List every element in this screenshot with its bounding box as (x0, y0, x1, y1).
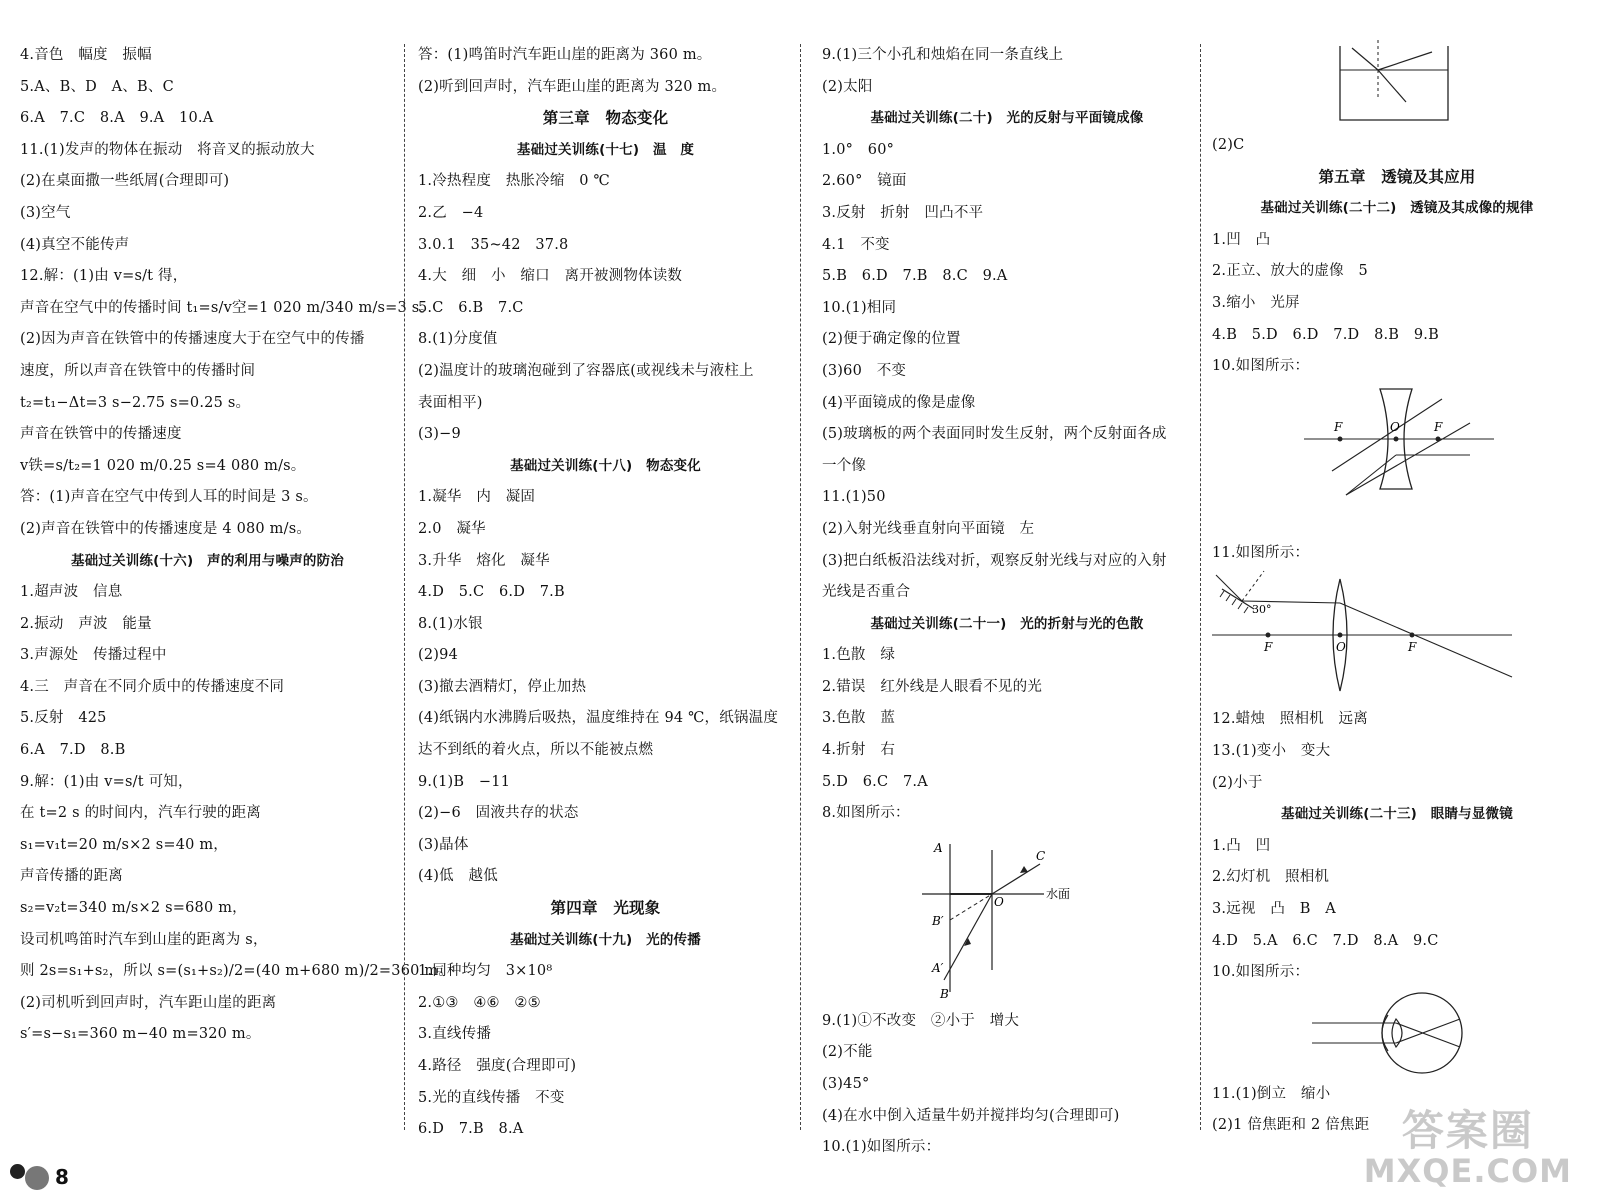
label-f-left: F (1264, 640, 1273, 655)
section-heading: 基础过关训练(二十三) 眼睛与显微镜 (1281, 806, 1513, 823)
text-line: 10.(1)如图所示： (822, 1139, 941, 1156)
concave-lens-diagram (1212, 383, 1582, 538)
label-water-surface: 水面 (1046, 886, 1071, 901)
text-line: 3.远视 凸 B A (1212, 900, 1336, 917)
label-f-right: F (1434, 419, 1443, 434)
page-number: 8 (55, 1165, 69, 1189)
text-line: 声音在空气中的传播时间 t₁=s/v空=1 020 m/340 m/s=3 s。 (20, 299, 435, 316)
text-line: 10.如图所示： (1212, 964, 1310, 981)
text-line: (4)纸锅内水沸腾后吸热，温度维持在 94 ℃，纸锅温度 (418, 710, 779, 727)
watermark-title: 答案圈 (1401, 1106, 1534, 1155)
text-line: (2)小于 (1212, 774, 1263, 791)
text-line: 3.色散 蓝 (822, 710, 896, 727)
text-line: 4.大 细 小 缩口 离开被测物体读数 (418, 268, 683, 285)
text-line: (3)60 不变 (822, 362, 907, 379)
text-line: s₂=v₂t=340 m/s×2 s=680 m， (20, 900, 247, 917)
refraction-diagram (822, 830, 1192, 1006)
section-heading: 基础过关训练(二十一) 光的折射与光的色散 (870, 615, 1144, 632)
text-line: 4.B 5.D 6.D 7.D 8.B 9.B (1212, 326, 1439, 343)
text-line: (2)在桌面撒一些纸屑(合理即可) (20, 173, 230, 190)
text-line: (2)94 (418, 647, 458, 664)
text-line: 表面相平) (418, 394, 483, 411)
text-line: 12.解：(1)由 v=s/t 得， (20, 268, 188, 285)
text-line: 3.声源处 传播过程中 (20, 647, 167, 664)
chapter-heading: 第五章 透镜及其应用 (1318, 167, 1476, 186)
text-line: (2)便于确定像的位置 (822, 331, 961, 348)
section-heading: 基础过关训练(十六) 声的利用与噪声的防治 (70, 552, 345, 569)
text-line: 2.错误 红外线是人眼看不见的光 (822, 678, 1043, 695)
column-divider (1200, 44, 1201, 1130)
text-line: 3.缩小 光屏 (1212, 294, 1300, 311)
watermark-url: MXQE.COM (1363, 1152, 1572, 1190)
text-line: 11.(1)倒立 缩小 (1212, 1085, 1331, 1102)
section-heading: 基础过关训练(二十二) 透镜及其成像的规律 (1260, 200, 1534, 217)
label-f-right: F (1408, 640, 1417, 655)
text-line: (2)温度计的玻璃泡碰到了容器底(或视线未与液柱上 (418, 362, 754, 379)
text-line: s′=s−s₁=360 m−40 m=320 m。 (20, 1026, 261, 1043)
text-line: (2)不能 (822, 1044, 873, 1061)
text-line: (5)玻璃板的两个表面同时发生反射，两个反射面各成 (822, 426, 1167, 443)
text-line: 10.(1)相同 (822, 299, 897, 316)
text-line: 5.D 6.C 7.A (822, 773, 928, 790)
label-o: O (1390, 419, 1400, 434)
text-line: (2)太阳 (822, 78, 873, 95)
label-b-prime: B′ (932, 913, 944, 928)
text-line: 3.0.1 35~42 37.8 (418, 236, 569, 253)
text-line: 6.A 7.C 8.A 9.A 10.A (20, 110, 214, 127)
label-o: O (1336, 640, 1346, 655)
text-line: 4.折射 右 (822, 742, 896, 759)
column-4 (1212, 40, 1582, 1142)
text-line: t₂=t₁−Δt=3 s−2.75 s=0.25 s。 (20, 394, 251, 411)
column-divider (404, 44, 405, 1130)
text-line: 4.音色 幅度 振幅 (20, 47, 152, 63)
watermark (1364, 1098, 1572, 1190)
eye-diagram (1212, 989, 1582, 1079)
section-heading: 基础过关训练(十七) 温 度 (516, 141, 695, 158)
text-line: 答：(1)鸣笛时汽车距山崖的距离为 360 m。 (418, 47, 712, 63)
text-line: 达不到纸的着火点，所以不能被点燃 (418, 742, 654, 759)
text-line: 11.(1)50 (822, 489, 886, 506)
column-divider (800, 44, 801, 1130)
chapter-heading: 第三章 物态变化 (542, 109, 669, 128)
text-line: 设司机鸣笛时汽车到山崖的距离为 s， (20, 931, 268, 948)
text-line: (2)听到回声时，汽车距山崖的距离为 320 m。 (418, 78, 727, 95)
text-line: 1.同种均匀 3×10⁸ (418, 963, 553, 980)
text-line: 2.幻灯机 照相机 (1212, 869, 1330, 886)
text-line: 5.反射 425 (20, 710, 107, 727)
text-line: (2)声音在铁管中的传播速度是 4 080 m/s。 (20, 520, 312, 537)
text-line: 2.振动 声波 能量 (20, 615, 152, 632)
text-line: (2)因为声音在铁管中的传播速度大于在空气中的传播 (20, 331, 365, 348)
label-b: B (940, 986, 949, 1001)
decor-dot (10, 1164, 25, 1179)
text-line: 3.直线传播 (418, 1026, 492, 1043)
text-line: 11.如图所示： (1212, 544, 1310, 561)
text-line: (3)晶体 (418, 836, 469, 853)
text-line: 1.凸 凹 (1212, 837, 1271, 854)
text-line: 8.(1)分度值 (418, 331, 498, 348)
decor-dot (25, 1166, 49, 1190)
text-line: 4.1 不变 (822, 236, 890, 253)
text-line: 8.如图所示： (822, 805, 910, 822)
text-line: s₁=v₁t=20 m/s×2 s=40 m， (20, 836, 229, 853)
text-line: 10.如图所示： (1212, 358, 1310, 375)
page-number-badge (10, 1152, 69, 1190)
text-line: 9.解：(1)由 v=s/t 可知， (20, 773, 193, 790)
text-line: 1.冷热程度 热胀冷缩 0 ℃ (418, 173, 610, 190)
water-tank-diagram (1212, 40, 1582, 130)
text-line: (3)−9 (418, 426, 461, 443)
label-o: O (994, 894, 1004, 909)
text-line: v铁=s/t₂=1 020 m/0.25 s=4 080 m/s。 (20, 457, 306, 474)
section-heading: 基础过关训练(二十) 光的反射与平面镜成像 (870, 110, 1144, 127)
text-line: 12.蜡烛 照相机 远离 (1212, 711, 1368, 728)
text-line: 6.D 7.B 8.A (418, 1121, 524, 1138)
text-line: (4)平面镜成的像是虚像 (822, 394, 976, 411)
text-line: 4.D 5.C 6.D 7.B (418, 584, 565, 601)
text-line: 1.凹 凸 (1212, 231, 1271, 248)
section-heading: 基础过关训练(十八) 物态变化 (510, 457, 701, 474)
text-line: 1.0° 60° (822, 141, 895, 158)
text-line: 13.(1)变小 变大 (1212, 742, 1331, 759)
convex-lens-diagram (1212, 569, 1582, 704)
text-line: 2.正立、放大的虚像 5 (1212, 263, 1368, 280)
text-line: (3)把白纸板沿法线对折，观察反射光线与对应的入射 (822, 552, 1167, 569)
text-line: 一个像 (822, 457, 867, 474)
label-c: C (1036, 848, 1046, 863)
text-line: 2.0 凝华 (418, 520, 486, 537)
text-line: 声音传播的距离 (20, 868, 123, 885)
text-line: 声音在铁管中的传播速度 (20, 426, 182, 443)
text-line: (3)撤去酒精灯，停止加热 (418, 678, 587, 695)
text-line: 11.(1)发声的物体在振动 将音叉的振动放大 (20, 141, 315, 158)
text-line: 5.光的直线传播 不变 (418, 1089, 565, 1106)
text-line: (2)C (1212, 137, 1245, 153)
text-line: 1.凝华 内 凝固 (418, 489, 536, 506)
text-line: 6.A 7.D 8.B (20, 742, 126, 759)
label-a-prime: A′ (932, 960, 944, 975)
text-line: 答：(1)声音在空气中传到人耳的时间是 3 s。 (20, 489, 318, 506)
text-line: 5.B 6.D 7.B 8.C 9.A (822, 268, 1008, 285)
chapter-heading: 第四章 光现象 (550, 899, 661, 918)
text-line: 4.路径 强度(合理即可) (418, 1058, 577, 1074)
text-line: 3.反射 折射 凹凸不平 (822, 204, 984, 221)
text-line: 9.(1)①不改变 ②小于 增大 (822, 1012, 1020, 1029)
text-line: 速度，所以声音在铁管中的传播时间 (20, 362, 256, 379)
text-line: (4)真空不能传声 (20, 236, 130, 253)
text-line: 在 t=2 s 的时间内，汽车行驶的距离 (20, 805, 261, 822)
text-line: (2)司机听到回声时，汽车距山崖的距离 (20, 994, 277, 1011)
text-line: (2)−6 固液共存的状态 (418, 805, 579, 822)
text-line: 光线是否重合 (822, 584, 911, 601)
text-line: 1.色散 绿 (822, 647, 896, 664)
text-line: (4)低 越低 (418, 868, 498, 885)
text-line: (3)45° (822, 1076, 870, 1093)
column-2 (418, 40, 793, 1146)
column-3 (822, 40, 1192, 1164)
label-angle: 30° (1252, 603, 1272, 617)
text-line: (3)空气 (20, 204, 71, 221)
text-line: 3.升华 熔化 凝华 (418, 552, 550, 569)
text-line: 1.超声波 信息 (20, 584, 123, 601)
text-line: 5.A、B、D A、B、C (20, 78, 174, 95)
label-a: A (934, 840, 943, 855)
text-line: 2.乙 −4 (418, 204, 484, 221)
text-line: 9.(1)B −11 (418, 773, 511, 790)
text-line: 8.(1)水银 (418, 615, 483, 632)
text-line: 则 2s=s₁+s₂，所以 s=(s₁+s₂)/2=(40 m+680 m)/2=360 m。 (20, 963, 454, 980)
text-line: 5.C 6.B 7.C (418, 299, 524, 316)
text-line: 4.D 5.A 6.C 7.D 8.A 9.C (1212, 932, 1439, 949)
text-line: (2)入射光线垂直射向平面镜 左 (822, 520, 1035, 537)
text-line: (2)1 倍焦距和 2 倍焦距 (1212, 1117, 1370, 1134)
text-line: 9.(1)三个小孔和烛焰在同一条直线上 (822, 47, 1064, 63)
text-line: 4.三 声音在不同介质中的传播速度不同 (20, 678, 285, 695)
text-line: (4)在水中倒入适量牛奶并搅拌均匀(合理即可) (822, 1107, 1120, 1124)
text-line: 2.①③ ④⑥ ②⑤ (418, 994, 541, 1011)
text-line: 2.60° 镜面 (822, 173, 907, 190)
section-heading: 基础过关训练(十九) 光的传播 (510, 931, 701, 948)
label-f-left: F (1334, 419, 1343, 434)
